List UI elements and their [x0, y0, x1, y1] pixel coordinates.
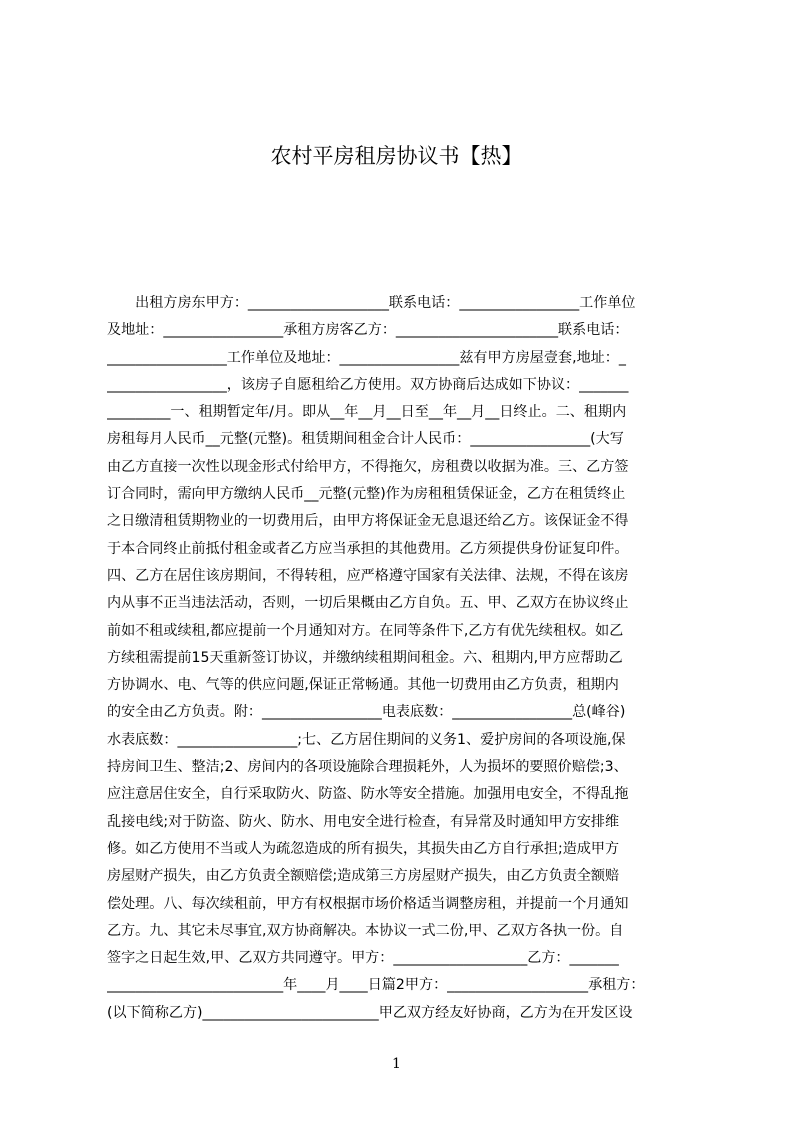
body-line: 方协调水、电、气等的供应问题,保证正常畅通。其他一切费用由乙方负责，租期内 — [107, 677, 619, 694]
body-line: 内从事不正当违法活动，否则，一切后果概由乙方自负。五、甲、乙双方在协议终止 — [107, 595, 629, 612]
body-line: 由乙方直接一次性以现金形式付给甲方，不得拖欠，房租费以收据为准。三、乙方签 — [107, 458, 629, 475]
body-line: 出租方房东甲方：____________________联系电话：_________________工作单位 — [107, 295, 636, 311]
body-line: _________________，该房子自愿租给乙方使用。双方协商后达成如下协议：_______ — [107, 376, 629, 393]
body-line: 应注意居住安全，自行采取防火、防盗、防水等安全措施。加强用电安全，不得乱拖 — [107, 786, 629, 803]
body-line: 偿处理。八、每次续租前，甲方有权根据市场价格适当调整房租，并提前一个月通知 — [107, 895, 629, 912]
body-line: 于本合同终止前抵付租金或者乙方应当承担的其他费用。乙方须提供身份证复印件。 — [107, 540, 629, 557]
body-line: 修。如乙方使用不当或人为疏忽造成的所有损失，其损失由乙方自行承担;造成甲方 — [107, 840, 620, 857]
body-line: 水表底数：_________________;七、乙方居住期间的义务1、爱护房间的各项设施,保 — [107, 731, 626, 748]
body-line: 方续租需提前15天重新签订协议，并缴纳续租期间租金。六、租期内,甲方应帮助乙 — [107, 649, 623, 666]
body-line: 乙方。九、其它未尽事宜,双方协商解决。本协议一式二份,甲、乙双方各执一份。自 — [107, 922, 624, 939]
page-number: 1 — [392, 1056, 401, 1072]
body-line: 房屋财产损失，由乙方负责全额赔偿;造成第三方房屋财产损失，由乙方负责全额赔 — [107, 868, 620, 885]
body-line: 四、乙方在居住该房期间，不得转租，应严格遵守国家有关法律、法规，不得在该房 — [107, 567, 629, 584]
body-line: 持房间卫生、整洁;2、房间内的各项设施除合理损耗外，人为损坏的要照价赔偿;3、 — [107, 759, 628, 776]
body-line: _________________工作单位及地址：_________________兹有甲方房屋壹套,地址：_ — [107, 349, 626, 366]
body-line: (以下简称乙方)_________________________甲乙双方经友好协商，乙方为在开发区设 — [107, 1004, 633, 1021]
body-line: _________一、租期暂定年/月。即从__年__月__日至__年__月__日终止。二、租期内 — [107, 404, 627, 421]
body-line: 及地址：_________________承租方房客乙方：_______________________联系电话： — [107, 322, 629, 339]
body-line: 订合同时，需向甲方缴纳人民币__元整(元整)作为房租租赁保证金，乙方在租赁终止 — [107, 486, 626, 503]
body-line: 之日缴清租赁期物业的一切费用后，由甲方将保证金无息退还给乙方。该保证金不得 — [107, 513, 629, 530]
agreement-body — [107, 290, 697, 1027]
body-line: _________________________年____月____日篇2甲方：____________________承租方： — [107, 977, 645, 994]
body-line: 签字之日起生效,甲、乙双方共同遵守。甲方：___________________乙方：_______ — [107, 950, 619, 967]
body-line: 房租每月人民币__元整(元整)。租赁期间租金合计人民币：_________________(大写 — [107, 431, 624, 448]
page-title: 农村平房租房协议书【热】 — [270, 144, 523, 168]
body-line: 的安全由乙方负责。附：_________________电表底数：_________________总(峰谷) — [107, 704, 626, 721]
body-line: 乱接电线;对于防盗、防火、防水、用电安全进行检查，有异常及时通知甲方安排维 — [107, 813, 620, 830]
body-line: 前如不租或续租,都应提前一个月通知对方。在同等条件下,乙方有优先续租权。如乙 — [107, 622, 624, 639]
